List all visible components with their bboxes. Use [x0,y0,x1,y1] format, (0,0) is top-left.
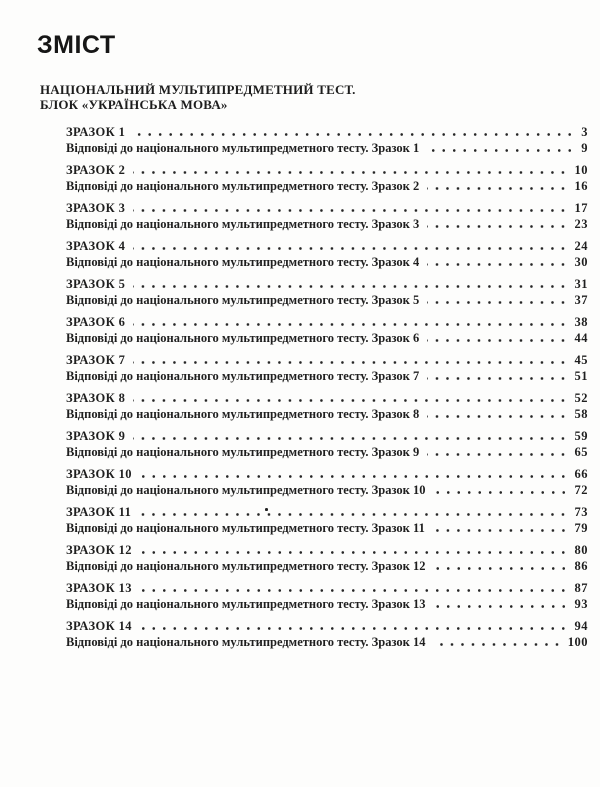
toc-sample-label: ЗРАЗОК 3 [66,201,126,215]
toc-sample-label: ЗРАЗОК 2 [66,163,126,177]
toc-sample-page-number: 94 [574,619,588,633]
toc-answer-label: Відповіді до національного мультипредметного тесту. Зразок 13 [66,597,426,611]
toc-sample-page-number: 59 [574,429,588,443]
toc-answer-row [66,254,588,270]
toc-sample-page-number: 66 [574,467,588,481]
toc-answer-row [66,634,588,650]
toc-sample-label: ЗРАЗОК 14 [66,619,132,633]
toc-answer-page-number: 93 [574,597,588,611]
dot-leader [427,254,568,270]
toc-answer-page-number: 37 [574,293,588,307]
toc-answer-label: Відповіді до національного мультипредметного тесту. Зразок 10 [66,483,426,497]
dot-leader [427,330,568,346]
toc-sample-label: ЗРАЗОК 10 [66,467,132,481]
toc-entry-group [66,580,588,612]
toc-entry-group [66,504,588,536]
toc-answer-page-number: 23 [574,217,588,231]
toc-answer-label: Відповіді до національного мультипредметного тесту. Зразок 11 [66,521,425,535]
toc-answer-row [66,330,588,346]
dot-leader [140,542,569,558]
toc-entry-group [66,276,588,308]
dot-leader [427,368,568,384]
toc-answer-row [66,140,588,156]
toc-answer-label: Відповіді до національного мультипредметного тесту. Зразок 9 [66,445,420,459]
dot-leader [427,444,568,460]
dot-leader [434,482,569,498]
toc-sample-label: ЗРАЗОК 8 [66,391,126,405]
toc-sample-label: ЗРАЗОК 11 [66,505,132,519]
toc-sample-row [66,276,588,292]
toc-entry-group [66,314,588,346]
toc-sample-row [66,200,588,216]
toc-answer-label: Відповіді до національного мультипредметного тесту. Зразок 8 [66,407,420,421]
toc-sample-page-number: 3 [581,125,588,139]
toc-answer-page-number: 86 [574,559,588,573]
dot-leader [427,216,568,232]
toc-sample-label: ЗРАЗОК 7 [66,353,126,367]
dot-leader [140,618,569,634]
toc-sample-page-number: 80 [574,543,588,557]
toc-sample-page-number: 52 [574,391,588,405]
toc-answer-label: Відповіді до національного мультипредметного тесту. Зразок 12 [66,559,426,573]
page-title: ЗМІСТ [37,31,116,59]
dot-leader [427,292,568,308]
toc-sample-page-number: 45 [574,353,588,367]
toc-entry-group [66,390,588,422]
dot-leader [133,276,568,292]
toc-sample-label: ЗРАЗОК 9 [66,429,126,443]
dot-leader [427,140,575,156]
toc-answer-label: Відповіді до національного мультипредметного тесту. Зразок 4 [66,255,420,269]
dot-leader [140,580,569,596]
toc-entry-group [66,200,588,232]
toc-sample-page-number: 10 [574,163,588,177]
toc-answer-label: Відповіді до національного мультипредметного тесту. Зразок 14 [66,635,426,649]
section-header [40,82,356,112]
dot-leader [133,314,568,330]
toc-entry-group [66,542,588,574]
toc-answer-page-number: 100 [567,635,588,649]
toc-sample-page-number: 17 [574,201,588,215]
toc-sample-row [66,162,588,178]
toc-answer-label: Відповіді до національного мультипредметного тесту. Зразок 3 [66,217,420,231]
toc-sample-label: ЗРАЗОК 13 [66,581,132,595]
toc-sample-row [66,542,588,558]
toc-answer-page-number: 51 [574,369,588,383]
dot-leader [427,406,568,422]
toc-answer-row [66,520,588,536]
toc-entry-group [66,238,588,270]
toc-answer-row [66,558,588,574]
toc-answer-row [66,292,588,308]
toc-sample-label: ЗРАЗОК 5 [66,277,126,291]
toc-list [66,124,588,656]
dot-leader [139,504,568,520]
toc-sample-row [66,504,588,520]
toc-answer-row [66,216,588,232]
dot-leader [133,124,575,140]
toc-sample-row [66,352,588,368]
section-header-line2: БЛОК «УКРАЇНСЬКА МОВА» [40,97,228,112]
dot-leader [133,238,568,254]
toc-answer-label: Відповіді до національного мультипредметного тесту. Зразок 6 [66,331,420,345]
toc-sample-row [66,618,588,634]
toc-entry-group [66,162,588,194]
toc-answer-label: Відповіді до національного мультипредметного тесту. Зразок 5 [66,293,420,307]
dot-leader [434,634,562,650]
toc-sample-row [66,466,588,482]
toc-answer-page-number: 79 [574,521,588,535]
toc-sample-page-number: 87 [574,581,588,595]
toc-entry-group [66,466,588,498]
toc-sample-label: ЗРАЗОК 12 [66,543,132,557]
dot-leader [133,200,568,216]
toc-entry-group [66,124,588,156]
toc-answer-row [66,178,588,194]
toc-entry-group [66,428,588,460]
dot-leader [427,178,568,194]
toc-answer-row [66,406,588,422]
dot-leader [140,466,569,482]
toc-answer-label: Відповіді до національного мультипредметного тесту. Зразок 1 [66,141,420,155]
toc-answer-page-number: 65 [574,445,588,459]
toc-sample-page-number: 73 [574,505,588,519]
toc-sample-row [66,238,588,254]
toc-entry-group [66,618,588,650]
toc-sample-row [66,124,588,140]
dot-leader [433,520,569,536]
toc-answer-row [66,482,588,498]
toc-sample-row [66,314,588,330]
toc-sample-row [66,390,588,406]
toc-answer-page-number: 9 [581,141,588,155]
dot-leader [133,352,568,368]
toc-answer-row [66,444,588,460]
dot-leader [434,596,569,612]
toc-answer-page-number: 58 [574,407,588,421]
section-header-line1: НАЦІОНАЛЬНИЙ МУЛЬТИПРЕДМЕТНИЙ ТЕСТ. [40,82,356,97]
toc-sample-row [66,580,588,596]
dot-leader [133,428,568,444]
toc-sample-label: ЗРАЗОК 6 [66,315,126,329]
toc-answer-page-number: 44 [574,331,588,345]
dot-leader [434,558,569,574]
toc-entry-group [66,352,588,384]
dot-leader [133,162,568,178]
toc-answer-label: Відповіді до національного мультипредметного тесту. Зразок 2 [66,179,420,193]
toc-answer-row [66,368,588,384]
toc-answer-row [66,596,588,612]
toc-answer-label: Відповіді до національного мультипредметного тесту. Зразок 7 [66,369,420,383]
toc-sample-page-number: 38 [574,315,588,329]
toc-sample-label: ЗРАЗОК 1 [66,125,126,139]
toc-sample-row [66,428,588,444]
toc-sample-page-number: 31 [574,277,588,291]
toc-answer-page-number: 72 [574,483,588,497]
dot-leader [133,390,568,406]
toc-sample-label: ЗРАЗОК 4 [66,239,126,253]
toc-answer-page-number: 30 [574,255,588,269]
toc-answer-page-number: 16 [574,179,588,193]
stray-dot-artifact [265,508,268,511]
toc-sample-page-number: 24 [574,239,588,253]
